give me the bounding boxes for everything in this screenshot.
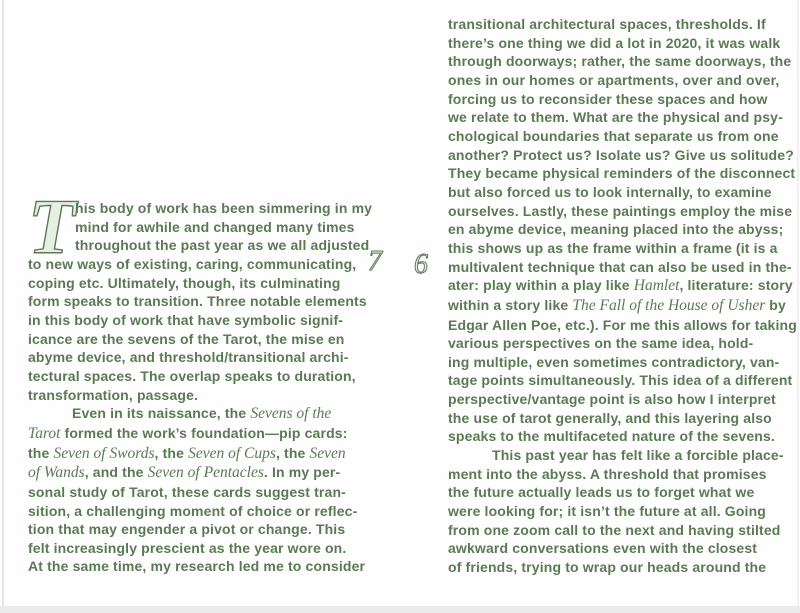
text-line <box>448 296 786 316</box>
text-line <box>448 558 782 577</box>
text-line <box>448 276 793 296</box>
text-line <box>28 424 360 444</box>
text-segment: This past year has felt like a forcible place- <box>492 447 784 464</box>
text-line <box>448 502 782 521</box>
text-line <box>28 539 360 558</box>
text-line <box>448 239 782 258</box>
text-line <box>28 520 360 539</box>
text-line <box>448 127 782 146</box>
text-segment: tage points simultaneously. This idea of a different <box>448 372 793 389</box>
text-segment: in this body of work that have symbolic signif- <box>28 311 344 328</box>
text-segment: Even in its naissance, the <box>72 405 251 422</box>
text-segment: speaks to the multifaceted nature of the sevens. <box>448 428 775 445</box>
text-line <box>448 483 782 502</box>
text-segment: there’s one thing we did a lot in 2020, it was walk <box>448 34 781 51</box>
text-line <box>448 34 782 53</box>
text-segment: . In my per- <box>263 464 341 481</box>
page-left-edge <box>2 0 4 613</box>
text-line <box>28 404 360 424</box>
page-bottom-edge <box>0 606 800 613</box>
text-segment: of friends, trying to wrap our heads around the <box>448 559 767 576</box>
text-segment: within a story like <box>448 296 573 313</box>
text-line <box>448 539 782 558</box>
italic-phrase: Seven of Swords <box>53 444 155 462</box>
text-segment: multivalent technique that can also be used in the- <box>448 258 792 275</box>
text-segment: through doorways; rather, the same doorways, the <box>448 53 792 70</box>
text-line <box>448 409 782 428</box>
text-line <box>28 502 360 521</box>
text-line <box>28 348 360 367</box>
text-segment: sonal study of Tarot, these cards suggest tran- <box>28 483 346 500</box>
text-line <box>28 255 360 274</box>
text-segment: the use of tarot generally, and this layering also <box>448 409 772 426</box>
text-line <box>448 465 782 484</box>
text-line <box>448 164 796 183</box>
text-segment: Edgar Allen Poe, etc.). For me this allows for taking <box>448 316 797 333</box>
text-line <box>28 199 373 218</box>
text-line <box>448 316 797 335</box>
text-line <box>28 236 370 255</box>
text-line <box>28 444 360 464</box>
text-line <box>28 386 360 405</box>
text-segment: en abyme device, meaning placed into the abyss; <box>448 221 784 238</box>
right-page-column <box>448 15 797 577</box>
text-segment: throughout the past year as we all adjusted <box>75 237 370 254</box>
text-line <box>28 274 360 293</box>
text-line <box>448 390 782 409</box>
text-segment: ater: play within a play like <box>448 277 634 294</box>
text-segment: icance are the sevens of the Tarot, the mise en <box>28 330 345 347</box>
text-segment: but also forced us to look internally, to examine <box>448 183 772 200</box>
text-segment: , and the <box>84 464 148 481</box>
italic-phrase: Seven of Cups <box>188 444 276 462</box>
text-segment: forcing us to reconsider these spaces and how <box>448 90 768 107</box>
text-segment: awkward conversations even with the closest <box>448 540 758 557</box>
text-segment: various perspectives on the same idea, hold- <box>448 335 754 352</box>
text-segment: were looking for; it isn’t the future at all. Going <box>448 503 766 520</box>
text-segment: the <box>28 444 54 461</box>
text-segment: ones in our homes or apartments, over and over, <box>448 71 780 88</box>
text-line <box>28 557 366 576</box>
text-segment: mind for awhile and changed many times <box>75 218 355 235</box>
italic-phrase: Sevens of the <box>250 405 332 423</box>
text-line <box>448 52 792 71</box>
text-segment: tion that may engender a pivot or change. This <box>28 521 346 538</box>
text-segment: chological boundaries that separate us from one <box>448 127 779 144</box>
page-right-edge <box>797 0 799 613</box>
italic-phrase: Seven <box>309 444 346 462</box>
text-line <box>448 258 792 277</box>
text-line <box>28 311 360 330</box>
text-segment: felt increasingly prescient as the year wore on. <box>28 539 347 556</box>
text-segment: formed the work’s foundation—pip cards: <box>60 424 348 441</box>
text-line <box>448 334 782 353</box>
text-line <box>28 218 360 237</box>
text-segment: At the same time, my research led me to consider <box>28 558 366 575</box>
gutter-ornament-six: 6 <box>414 249 428 280</box>
text-line <box>448 446 782 465</box>
text-segment: form speaks to transition. Three notable elements <box>28 293 367 310</box>
text-segment: ourselves. Lastly, these paintings employ the mise <box>448 202 793 219</box>
text-segment: by <box>765 296 786 313</box>
italic-phrase: Seven of Pentacles <box>147 464 264 482</box>
gutter-ornament-seven: 7 <box>368 246 382 277</box>
text-line <box>28 292 367 311</box>
text-line <box>448 353 782 372</box>
text-segment: perspective/vantage point is also how I interpret <box>448 391 776 408</box>
text-line <box>448 146 794 165</box>
text-segment: , the <box>154 444 189 461</box>
text-line <box>28 483 360 502</box>
text-line <box>28 463 360 483</box>
text-line <box>448 202 793 221</box>
text-segment: his body of work has been simmering in my <box>75 200 373 216</box>
italic-phrase: of Wands <box>28 464 85 482</box>
text-segment: transformation, passage. <box>28 386 199 403</box>
text-line <box>448 220 782 239</box>
text-segment: another? Protect us? Isolate us? Give us solitude? <box>448 146 794 163</box>
text-segment: , literature: story <box>679 277 793 294</box>
text-segment: , the <box>275 444 310 461</box>
text-segment: transitional architectural spaces, thresholds. If <box>448 16 766 32</box>
text-line <box>448 108 782 127</box>
text-line <box>448 183 782 202</box>
text-segment: to new ways of existing, caring, communicating, <box>28 255 357 272</box>
text-line <box>448 15 782 34</box>
text-segment: from one zoom call to the next and having stilted <box>448 521 781 538</box>
text-segment: we relate to them. What are the physical and psy- <box>448 109 783 126</box>
drop-cap: T <box>28 183 76 270</box>
text-line <box>28 330 360 349</box>
italic-phrase: Hamlet <box>633 277 680 295</box>
text-segment: the future actually leads us to forget what we <box>448 484 755 501</box>
text-line <box>28 367 360 386</box>
text-line <box>448 371 793 390</box>
text-segment: this shows up as the frame within a frame (it is a <box>448 239 778 256</box>
text-line <box>448 90 782 109</box>
text-segment: sition, a challenging moment of choice or reflec- <box>28 502 358 519</box>
text-segment: abyme device, and threshold/transitional archi- <box>28 349 349 366</box>
text-line <box>448 521 782 540</box>
italic-phrase: Tarot <box>28 424 61 442</box>
left-page-column <box>28 183 373 576</box>
text-segment: ing multiple, even sometimes contradictory, van- <box>448 353 780 370</box>
text-line <box>448 71 782 90</box>
text-segment: tectural spaces. The overlap speaks to duration, <box>28 367 356 384</box>
text-segment: They became physical reminders of the disconnect <box>448 165 796 182</box>
text-segment: ment into the abyss. A threshold that promises <box>448 465 767 482</box>
text-line <box>448 427 782 446</box>
text-segment: coping etc. Ultimately, though, its culminating <box>28 274 341 291</box>
italic-phrase: The Fall of the House of Usher <box>572 296 766 314</box>
